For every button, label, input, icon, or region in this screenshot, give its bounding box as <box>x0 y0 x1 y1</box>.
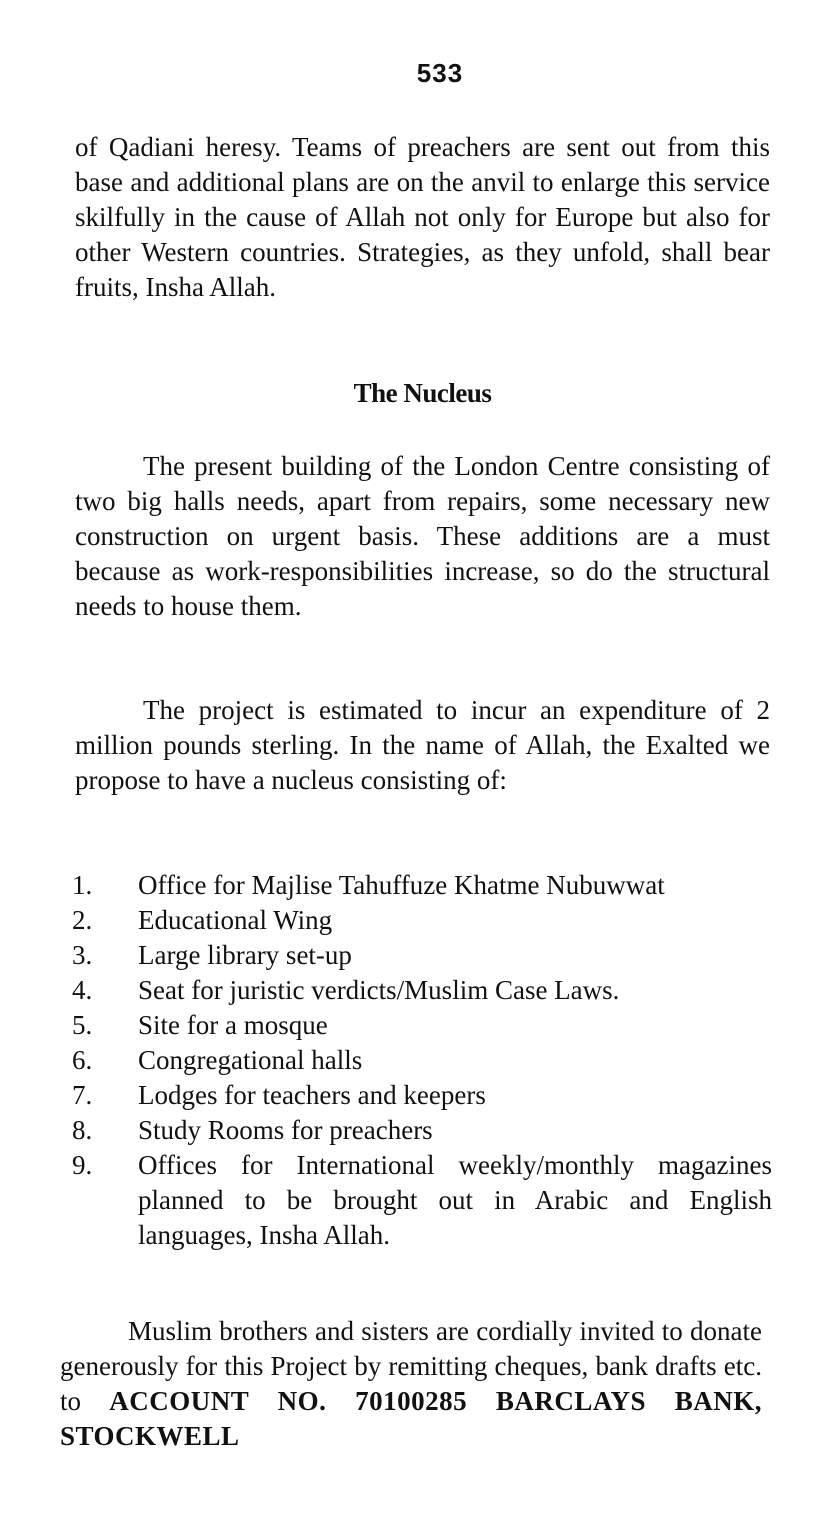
list-item-text: Seat for juristic verdicts/Muslim Case Laws. <box>138 975 620 1005</box>
list-item-number: 5. <box>72 1010 93 1040</box>
list-item <box>72 1008 772 1043</box>
building-paragraph: The present building of the London Centre consisting of two big halls needs, apart from repairs, some necessary new construction on urgent basis. These additions are a must because as work-responsibilities increase, so do the structural needs to house them. <box>75 451 770 621</box>
account-details: ACCOUNT NO. 70100285 BARCLAYS BANK, STOCKWELL <box>60 1386 762 1451</box>
list-item-text: Educational Wing <box>138 905 333 935</box>
list-item <box>72 1113 772 1148</box>
list-item-text: Lodges for teachers and keepers <box>138 1080 486 1110</box>
intro-paragraph: of Qadiani heresy. Teams of preachers are sent out from this base and additional plans are on the anvil to enlarge this service skilfully in the cause of Allah not only for Europe but also for other Western countries. Strategies, as they unfold, shall bear fruits, Insha Allah. <box>75 132 770 302</box>
list-item <box>72 1148 772 1253</box>
list-item <box>72 938 772 973</box>
list-item <box>72 1043 772 1078</box>
nucleus-list <box>72 868 772 1253</box>
list-item-text: Site for a mosque <box>138 1010 328 1040</box>
list-item-number: 6. <box>72 1045 93 1075</box>
list-item-text: Offices for International weekly/monthly magazines planned to be brought out in Arabic and English languages, Insha Allah. <box>138 1150 772 1250</box>
section-heading: The Nucleus <box>353 378 492 408</box>
appeal-text: Muslim brothers and sisters are cordially invited to donate generously for this Project by remitting cheques, bank drafts etc. to <box>60 1316 762 1416</box>
project-paragraph: The project is estimated to incur an expenditure of 2 million pounds sterling. In the name of Allah, the Exalted we propose to have a nucleus consisting of: <box>75 695 770 795</box>
page-number: 533 <box>416 58 464 88</box>
list-item <box>72 973 772 1008</box>
list-item <box>72 1078 772 1113</box>
list-item-text: Large library set-up <box>138 940 352 970</box>
list-item <box>72 868 772 903</box>
list-item-text: Study Rooms for preachers <box>138 1115 433 1145</box>
list-item-number: 4. <box>72 975 93 1005</box>
appeal-paragraph <box>60 1314 762 1454</box>
list-item-number: 1. <box>72 870 93 900</box>
list-item <box>72 903 772 938</box>
list-item-text: Congregational halls <box>138 1045 363 1075</box>
list-item-number: 7. <box>72 1080 93 1110</box>
list-item-text: Office for Majlise Tahuffuze Khatme Nubuwwat <box>138 870 665 900</box>
list-item-number: 9. <box>72 1150 93 1180</box>
list-item-number: 8. <box>72 1115 93 1145</box>
list-item-number: 2. <box>72 905 93 935</box>
list-item-number: 3. <box>72 940 93 970</box>
